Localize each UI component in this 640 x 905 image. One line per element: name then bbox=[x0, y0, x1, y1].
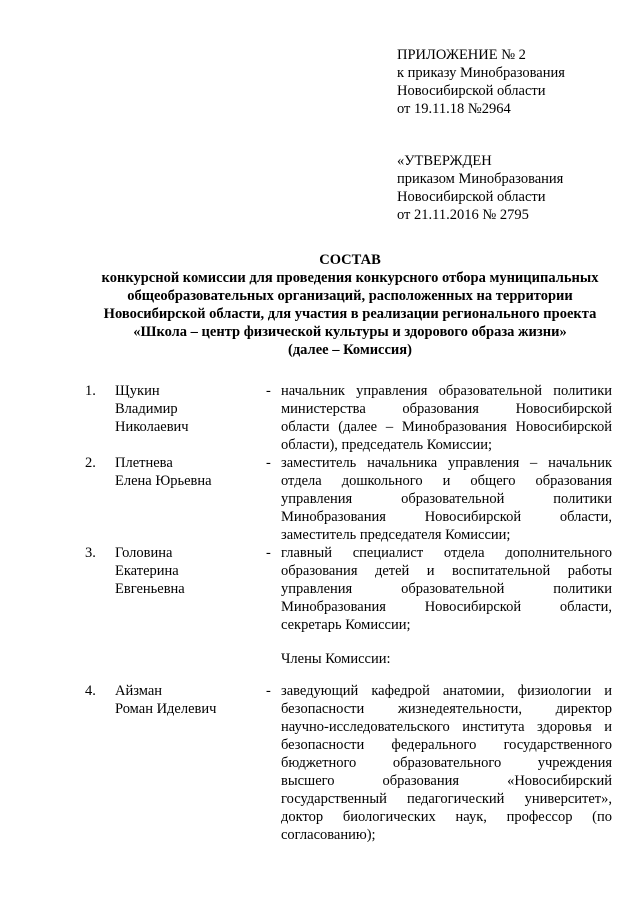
member-role-line: государственный педагогический университет», bbox=[281, 791, 612, 807]
heading-line: (далее – Комиссия) bbox=[288, 342, 412, 358]
approval-line: от 21.11.2016 № 2795 bbox=[397, 207, 529, 223]
member-role-line: заместитель председателя Комиссии; bbox=[281, 527, 511, 543]
member-role-line: области (далее – Минобразования Новосибирской bbox=[281, 419, 612, 435]
member-role-line: бюджетного образовательного учреждения bbox=[281, 755, 612, 771]
member-role-line: Минобразования Новосибирской области, bbox=[281, 509, 612, 525]
member-role-line: главный специалист отдела дополнительного bbox=[281, 545, 612, 561]
member-role-line: отдела дошкольного и общего образования bbox=[281, 473, 612, 489]
member-name-line: Щукин bbox=[115, 383, 160, 399]
member-role-line: высшего образования «Новосибирский bbox=[281, 773, 612, 789]
member-role-line: безопасности федерального государственного bbox=[281, 737, 612, 753]
member-name-line: Роман Иделевич bbox=[115, 701, 217, 717]
member-name-line: Николаевич bbox=[115, 419, 189, 435]
member-role bbox=[281, 454, 612, 544]
heading-line: конкурсной комиссии для проведения конкурсного отбора муниципальных bbox=[101, 270, 599, 286]
member-role-line: доктор биологических наук, профессор (по bbox=[281, 809, 612, 825]
member-name bbox=[115, 682, 255, 718]
appendix-line: к приказу Минобразования bbox=[397, 65, 565, 81]
member-dash: - bbox=[266, 545, 271, 561]
members-subheading: Члены Комиссии: bbox=[281, 651, 391, 667]
member-role-line: области), председатель Комиссии; bbox=[281, 437, 493, 453]
member-name-line: Екатерина bbox=[115, 563, 179, 579]
member-number: 3. bbox=[85, 545, 96, 561]
member-role-line: безопасности жизнедеятельности, директор bbox=[281, 701, 612, 717]
member-role-line: управления образовательной политики bbox=[281, 581, 612, 597]
member-role-line: Минобразования Новосибирской области, bbox=[281, 599, 612, 615]
approval-line: Новосибирской области bbox=[397, 189, 546, 205]
member-name-line: Евгеньевна bbox=[115, 581, 185, 597]
heading-line: «Школа – центр физической культуры и здорового образа жизни» bbox=[133, 324, 567, 340]
member-role-line: начальник управления образовательной политики bbox=[281, 383, 612, 399]
member-name-line: Головина bbox=[115, 545, 173, 561]
approval-line: «УТВЕРЖДЕН bbox=[397, 153, 492, 169]
member-dash: - bbox=[266, 683, 271, 699]
member-role-line: управления образовательной политики bbox=[281, 491, 612, 507]
member-role-line: заместитель начальника управления – начальник bbox=[281, 455, 612, 471]
member-number: 1. bbox=[85, 383, 96, 399]
member-dash: - bbox=[266, 383, 271, 399]
appendix-block bbox=[397, 46, 565, 118]
member-role bbox=[281, 544, 612, 634]
member-role-line: министерства образования Новосибирской bbox=[281, 401, 612, 417]
approval-line: приказом Минобразования bbox=[397, 171, 564, 187]
heading-line: общеобразовательных организаций, расположенных на территории bbox=[127, 288, 573, 304]
approval-block bbox=[397, 152, 563, 224]
appendix-line: ПРИЛОЖЕНИЕ № 2 bbox=[397, 47, 526, 63]
heading-title: СОСТАВ bbox=[319, 252, 381, 268]
member-number: 4. bbox=[85, 683, 96, 699]
member-dash: - bbox=[266, 455, 271, 471]
document-heading bbox=[60, 251, 640, 359]
member-number: 2. bbox=[85, 455, 96, 471]
member-name bbox=[115, 544, 255, 598]
member-name-line: Айзман bbox=[115, 683, 163, 699]
member-role-line: научно-исследовательского института здоровья и bbox=[281, 719, 612, 735]
member-name bbox=[115, 454, 255, 490]
heading-line: Новосибирской области, для участия в реализации регионального проекта bbox=[103, 306, 597, 322]
member-role bbox=[281, 682, 612, 844]
member-role-line: секретарь Комиссии; bbox=[281, 617, 411, 633]
member-role-line: образования детей и воспитательной работы bbox=[281, 563, 612, 579]
member-name-line: Елена Юрьевна bbox=[115, 473, 212, 489]
appendix-line: от 19.11.18 №2964 bbox=[397, 101, 511, 117]
member-role-line: согласованию); bbox=[281, 827, 376, 843]
member-name-line: Плетнева bbox=[115, 455, 173, 471]
member-name bbox=[115, 382, 255, 436]
member-name-line: Владимир bbox=[115, 401, 178, 417]
member-role-line: заведующий кафедрой анатомии, физиологии и bbox=[281, 683, 612, 699]
member-role bbox=[281, 382, 612, 454]
appendix-line: Новосибирской области bbox=[397, 83, 546, 99]
